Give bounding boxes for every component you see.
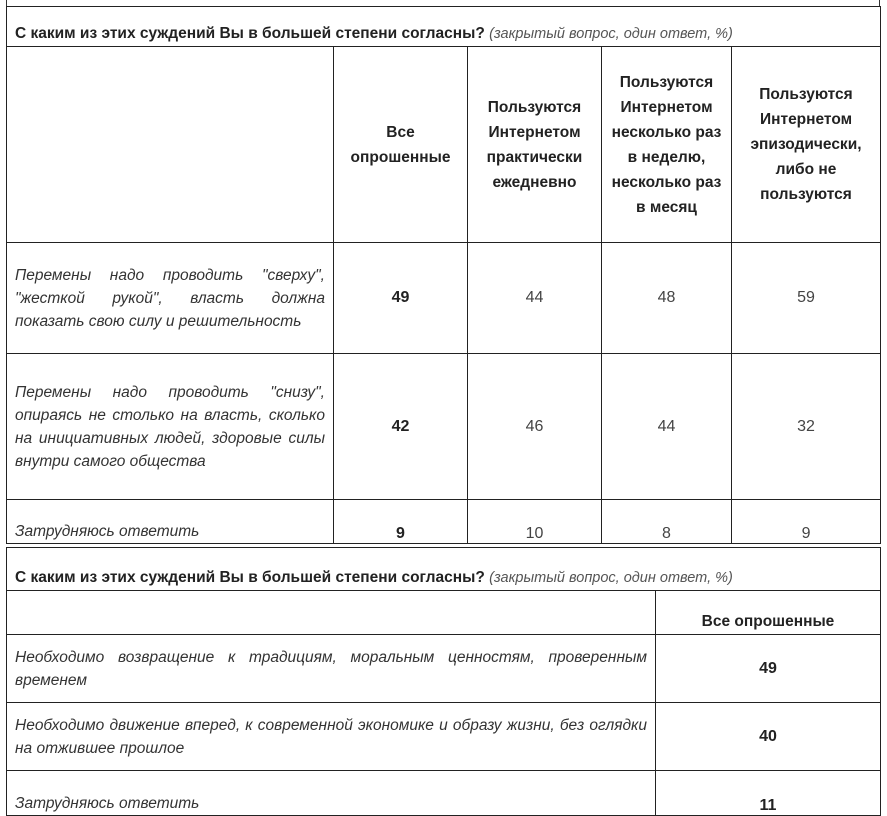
- row-label: Затрудняюсь ответить: [7, 771, 656, 816]
- value-cell: 49: [334, 243, 468, 354]
- value-cell: 10: [468, 500, 602, 544]
- column-header-weekly-monthly-users: Пользуются Интернетом несколько раз в неделю, несколько раз в месяц: [602, 47, 732, 243]
- table-row: [7, 500, 881, 544]
- survey-table-traditions: [6, 547, 881, 816]
- value-cell: 42: [334, 354, 468, 500]
- table-row: [7, 771, 881, 816]
- table-row: [7, 354, 881, 500]
- row-label: Необходимо возвращение к традициям, моральным ценностям, проверенным временем: [7, 635, 656, 703]
- table-row: [7, 635, 881, 703]
- row-label: Затрудняюсь ответить: [7, 500, 334, 544]
- value-cell: 11: [656, 771, 881, 816]
- row-label: Перемены надо проводить "снизу", опираясь не столько на власть, сколько на инициативных людей, здоровые силы внутри самого общества: [7, 354, 334, 500]
- value-cell: 59: [732, 243, 881, 354]
- row-label: Необходимо движение вперед, к современной экономике и образу жизни, без оглядки на отжившее прошлое: [7, 703, 656, 771]
- header-empty-cell: [7, 591, 656, 635]
- question-text: С каким из этих суждений Вы в большей степени согласны?: [15, 569, 485, 586]
- question-note: (закрытый вопрос, один ответ, %): [489, 26, 733, 42]
- value-cell: 44: [602, 354, 732, 500]
- question-cell: [7, 7, 881, 47]
- question-row: [7, 548, 881, 591]
- question-text: С каким из этих суждений Вы в большей степени согласны?: [15, 25, 485, 42]
- column-header-daily-users: Пользуются Интернетом практически ежедневно: [468, 47, 602, 243]
- value-cell: 49: [656, 635, 881, 703]
- header-row: [7, 47, 881, 243]
- column-header-episodic-nonusers: Пользуются Интернетом эпизодически, либо не пользуются: [732, 47, 881, 243]
- value-cell: 9: [732, 500, 881, 544]
- value-cell: 44: [468, 243, 602, 354]
- survey-table-internet-usage: [6, 6, 881, 544]
- value-cell: 46: [468, 354, 602, 500]
- question-row: [7, 7, 881, 47]
- column-header-all-respondents: Все опрошенные: [334, 47, 468, 243]
- value-cell: 9: [334, 500, 468, 544]
- question-cell: [7, 548, 881, 591]
- value-cell: 32: [732, 354, 881, 500]
- value-cell: 48: [602, 243, 732, 354]
- value-cell: 40: [656, 703, 881, 771]
- row-label: Перемены надо проводить "сверху", "жесткой рукой", власть должна показать свою силу и решительность: [7, 243, 334, 354]
- value-cell: 8: [602, 500, 732, 544]
- column-header-all-respondents: Все опрошенные: [656, 591, 881, 635]
- table-row: [7, 243, 881, 354]
- question-note: (закрытый вопрос, один ответ, %): [489, 570, 733, 586]
- header-row: [7, 591, 881, 635]
- header-empty-cell: [7, 47, 334, 243]
- table-row: [7, 703, 881, 771]
